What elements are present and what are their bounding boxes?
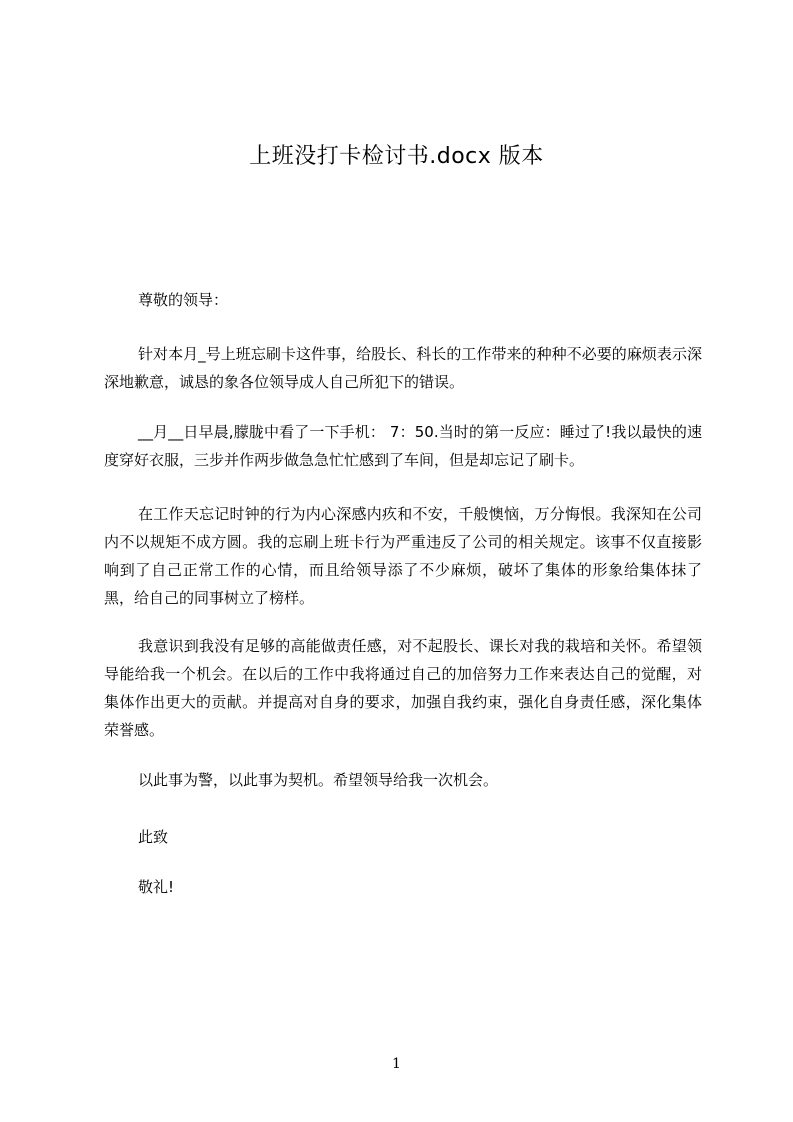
paragraph-2 (104, 418, 702, 474)
closing-line-2 (104, 873, 702, 901)
paragraph-2-text: __月__日早晨,朦胧中看了一下手机： 7：50.当时的第一反应：睡过了!我以最快的速度穿好衣服，三步并作两步做急急忙忙感到了车间，但是却忘记了刷卡。 (104, 423, 702, 469)
paragraph-1-text: 针对本月_号上班忘刷卡这件事，给股长、科长的工作带来的种种不必要的麻烦表示深深地歉意，诚恳的象各位领导成人自己所犯下的错误。 (104, 345, 702, 391)
closing-line-1 (104, 823, 702, 851)
paragraph-3-text: 在工作天忘记时钟的行为内心深感内疚和不安，千般懊恼，万分悔恨。我深知在公司内不以规矩不成方圆。我的忘刷上班卡行为严重违反了公司的相关规定。该事不仅直接影响到了自己正常工作的心情，而且给领导添了不少麻烦，破坏了集体的形象给集体抹了黑，给自己的同事树立了榜样。 (104, 505, 702, 607)
paragraph-4-text: 我意识到我没有足够的高能做责任感，对不起股长、课长对我的栽培和关怀。希望领导能给我一个机会。在以后的工作中我将通过自己的加倍努力工作来表达自己的觉醒，对集体作出更大的贡献。并提高对自身的要求，加强自我约束，强化自身责任感，深化集体荣誉感。 (104, 637, 702, 739)
salutation (104, 286, 702, 314)
paragraph-4 (104, 632, 702, 744)
paragraph-1 (104, 340, 702, 396)
document-title: 上班没打卡检讨书.docx 版本 (249, 144, 544, 169)
closing-line-2-text: 敬礼! (138, 878, 175, 896)
salutation-text: 尊敬的领导： (138, 291, 229, 309)
paragraph-5 (104, 766, 702, 794)
closing-line-1-text: 此致 (138, 828, 169, 846)
paragraph-3 (104, 500, 702, 612)
paragraph-5-text: 以此事为警，以此事为契机。希望领导给我一次机会。 (138, 771, 499, 789)
page-number: 1 (392, 1056, 401, 1072)
